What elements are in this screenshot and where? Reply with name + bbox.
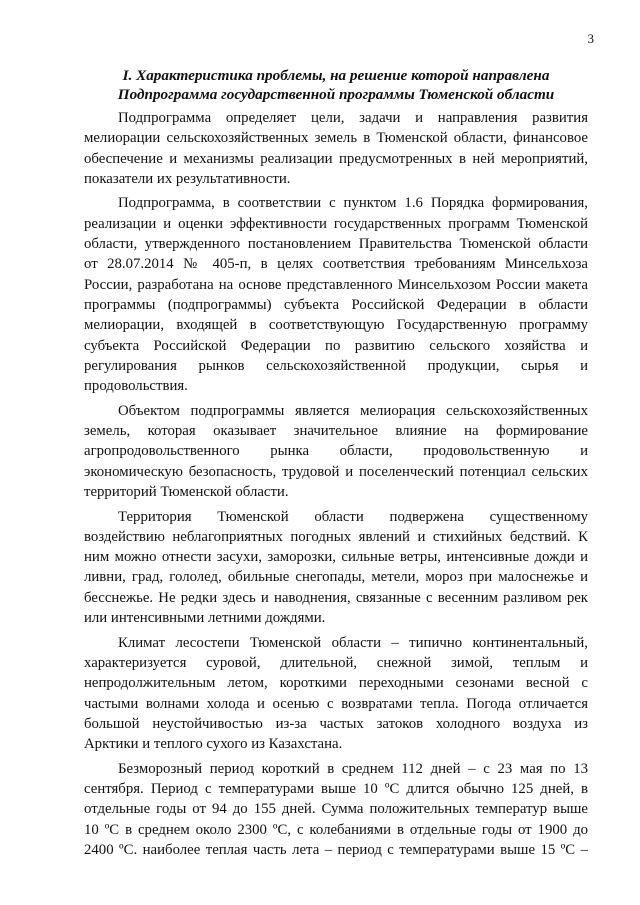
paragraph-line: экономическую безопасность, трудовой и поселенческий потенциал сельских — [84, 463, 588, 480]
paragraph-line: показатели их результативности. — [84, 170, 291, 187]
paragraph-line: от 28.07.2014 № 405-п, в целях соответствия требованиям Минсельхоза — [84, 256, 588, 273]
paragraph-line: частыми волнами холода и осенью с возвратами тепла. Погода отличается — [84, 695, 588, 712]
paragraph-line: программы (подпрограммы) субъекта Российской Федерации в области — [84, 296, 588, 313]
paragraph-line: или интенсивными летними дождями. — [84, 610, 326, 627]
paragraph-line: обеспечение и механизмы реализации предусмотренных в ней мероприятий, — [84, 150, 588, 167]
section-heading-line: I. Характеристика проблемы, на решение которой направлена — [122, 67, 550, 84]
paragraph-line: Подпрограмма определяет цели, задачи и направления развития — [118, 110, 588, 126]
section-heading — [84, 66, 588, 104]
paragraph-line: субъекта Российской Федерации по развитию сельского хозяйства и — [84, 337, 588, 354]
paragraph — [84, 759, 588, 860]
paragraph — [84, 401, 588, 502]
paragraph-line: территорий Тюменской области. — [84, 483, 289, 500]
paragraph-line: реализации и оценки эффективности государственных программ Тюменской — [84, 215, 588, 232]
section-heading-line: Подпрограмма государственной программы Тюменской области — [117, 86, 555, 103]
paragraph-line: 2400 ºС. наиболее теплая часть лета – период с температурами выше 15 ºС – — [84, 841, 588, 858]
paragraph-line: России, разработана на основе представленного Минсельхозом России макета — [84, 276, 588, 293]
paragraph-line: Объектом подпрограммы является мелиорация сельскохозяйственных — [118, 402, 588, 419]
paragraph-line: Территория Тюменской области подвержена существенному — [118, 508, 588, 525]
paragraph — [84, 193, 588, 396]
paragraph-line: Безморозный период короткий в среднем 112 дней – с 23 мая по 13 — [118, 760, 588, 777]
paragraph-line: 10 ºС в среднем около 2300 ºС, с колебаниями в отдельные годы от 1900 до — [84, 821, 588, 838]
paragraph-line: агропродовольственного рынка области, продовольственную и — [84, 443, 588, 460]
paragraph-line: ним можно отнести засухи, заморозки, сильные ветры, интенсивные дожди и — [84, 549, 588, 566]
paragraph-line: земель, которая оказывает значительное влияние на формирование — [84, 423, 588, 440]
paragraph — [84, 507, 588, 629]
paragraph-line: непродолжительным летом, короткими переходными сезонами весной с — [84, 675, 588, 692]
document-body — [84, 108, 588, 864]
page-number: 3 — [587, 31, 594, 46]
paragraph-line: отдельные годы от 94 до 155 дней. Сумма положительных температур выше — [84, 801, 588, 818]
paragraph-line: мелиорации сельскохозяйственных земель в Тюменской области, финансовое — [84, 130, 588, 147]
paragraph-line: мелиорации, входящей в соответствующую Государственную программу — [84, 317, 588, 334]
paragraph-line: воздействию неблагоприятных погодных явлений и стихийных бедствий. К — [84, 528, 588, 545]
paragraph-line: продовольствия. — [84, 378, 188, 395]
paragraph — [84, 633, 588, 755]
paragraph-line: Климат лесостепи Тюменской области – типично континентальный, — [118, 634, 588, 651]
paragraph-line: бесснежье. Не редки здесь и наводнения, связанные с весенним разливом рек — [84, 589, 588, 606]
paragraph-line: характеризуется суровой, длительной, снежной зимой, теплым и — [84, 654, 588, 671]
paragraph-line: большой неустойчивостью из-за частых затоков холодного воздуха из — [84, 715, 588, 732]
paragraph-line: Арктики и теплого сухого из Казахстана. — [84, 736, 343, 753]
paragraph-line: ливни, град, гололед, обильные снегопады, метели, мороз при малоснежье и — [84, 569, 588, 586]
paragraph-line: области, утвержденного постановлением Правительства Тюменской области — [84, 236, 588, 253]
paragraph-line: Подпрограмма, в соответствии с пунктом 1.6 Порядка формирования, — [118, 195, 588, 212]
paragraph-line: сентября. Период с температурами выше 10 ºС длится обычно 125 дней, в — [84, 780, 588, 797]
paragraph — [84, 108, 588, 189]
paragraph-line: регулирования рынков сельскохозяйственной продукции, сырья и — [84, 357, 588, 374]
